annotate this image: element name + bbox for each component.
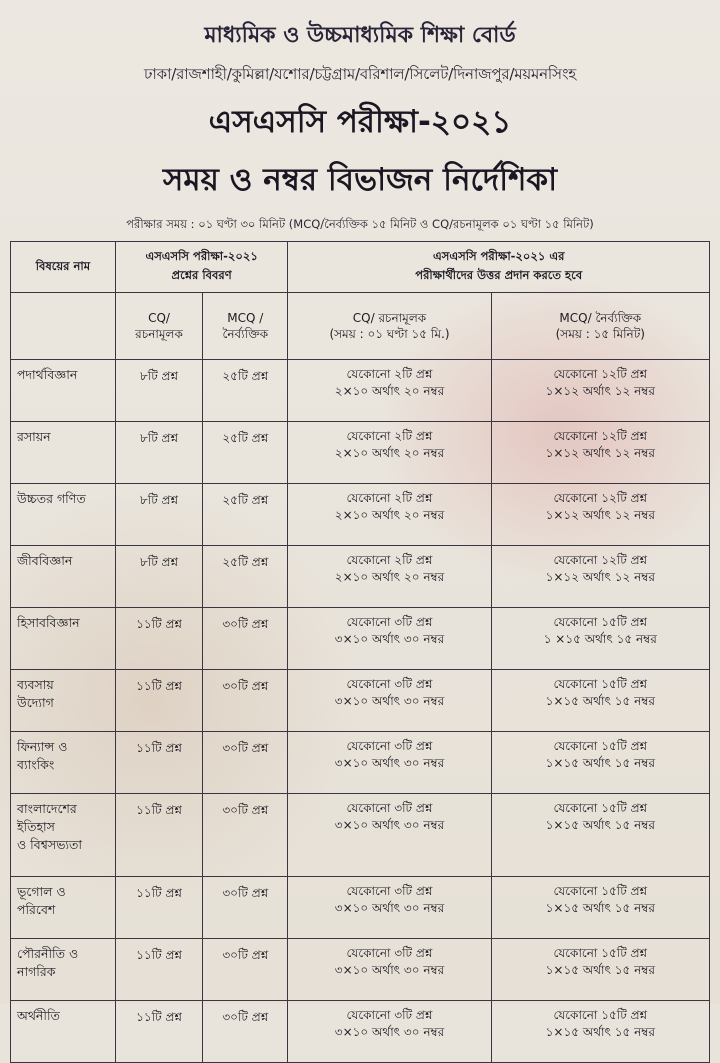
mcq-count-cell: ২৫টি প্রশ্ন: [203, 422, 288, 484]
subject-cell: [11, 794, 116, 877]
mcq-answer-cell: [491, 670, 709, 732]
mcq-header: [203, 293, 288, 360]
mcq-count-cell: ৩০টি প্রশ্ন: [203, 670, 288, 732]
subject-name-line: ব্যাংকিং: [17, 757, 55, 773]
mcq-answer-cell-line: যেকোনো ১৫টি প্রশ্ন: [553, 884, 648, 898]
answer-desc-line1: এসএসসি পরীক্ষা-২০২১ এর: [433, 249, 565, 263]
mcq-count-cell: ৩০টি প্রশ্ন: [203, 608, 288, 670]
cq-answer-cell: [288, 546, 491, 608]
table-row: [11, 794, 710, 877]
subject-cell: [11, 608, 116, 670]
cq-answer-cell-line: ৩×১০ অর্থাৎ ৩০ নম্বর: [334, 818, 445, 833]
mcq-answer-cell: [491, 422, 709, 484]
cq-header-line1: CQ/: [148, 310, 170, 325]
subject-name-line: নাগরিক: [17, 964, 56, 980]
subject-name-line: রসায়ন: [17, 429, 51, 444]
subject-cell: [11, 360, 116, 422]
cq-answer-cell-line: যেকোনো ২টি প্রশ্ন: [346, 491, 433, 505]
cq-answer-cell: [288, 1001, 491, 1063]
cq-answer-cell: [288, 939, 491, 1001]
cq-answer-cell: [288, 360, 491, 422]
mcq-answer-cell: [491, 877, 709, 939]
answer-desc-header: [288, 242, 710, 293]
subject-name-line: ফিন্যান্স ও: [17, 739, 68, 754]
mcq-answer-cell-line: ১×১৫ অর্থাৎ ১৫ নম্বর: [545, 694, 655, 709]
mcq-answer-cell: [491, 546, 709, 608]
mcq-answer-header: [491, 293, 709, 360]
mcq-answer-header-line2: (সময় : ১৫ মিনিট): [555, 327, 645, 341]
subject-name-line: পদার্থবিজ্ঞান: [17, 367, 78, 382]
mcq-answer-cell-line: ১×১৫ অর্থাৎ ১৫ নম্বর: [545, 756, 655, 771]
cq-answer-cell-line: ৩×১০ অর্থাৎ ৩০ নম্বর: [334, 1025, 445, 1040]
mcq-answer-cell-line: ১×১২ অর্থাৎ ১২ নম্বর: [545, 570, 655, 585]
cq-answer-cell-line: ২×১০ অর্থাৎ ২০ নম্বর: [334, 384, 445, 399]
mcq-count-cell: ৩০টি প্রশ্ন: [203, 732, 288, 794]
cq-answer-cell-line: ২×১০ অর্থাৎ ২০ নম্বর: [334, 446, 445, 461]
cq-answer-header-line1: CQ/ রচনামূলক: [352, 310, 427, 325]
mcq-count-cell: ৩০টি প্রশ্ন: [203, 794, 288, 877]
mcq-answer-cell-line: ১×১৫ অর্থাৎ ১৫ নম্বর: [545, 818, 655, 833]
mcq-answer-cell: [491, 360, 709, 422]
cq-answer-cell: [288, 608, 491, 670]
subject-cell: [11, 732, 116, 794]
cq-answer-cell-line: যেকোনো ৩টি প্রশ্ন: [346, 801, 433, 815]
cq-answer-cell-line: যেকোনো ৩টি প্রশ্ন: [346, 739, 433, 753]
subject-cell: [11, 484, 116, 546]
mcq-answer-cell: [491, 939, 709, 1001]
subject-name-line: ভূগোল ও: [17, 884, 66, 899]
cq-answer-cell-line: যেকোনো ৩টি প্রশ্ন: [346, 1008, 433, 1022]
table-header-row: [11, 242, 710, 293]
question-desc-header: [115, 242, 288, 293]
mcq-answer-cell-line: যেকোনো ১৫টি প্রশ্ন: [553, 739, 648, 753]
cq-answer-cell-line: যেকোনো ২টি প্রশ্ন: [346, 367, 433, 381]
cq-count-cell: ১১টি প্রশ্ন: [115, 877, 202, 939]
board-name: মাধ্যমিক ও উচ্চমাধ্যমিক শিক্ষা বোর্ড: [204, 23, 516, 48]
subject-name-line: বাংলাদেশের: [17, 801, 77, 816]
cq-count-cell: ৮টি প্রশ্ন: [115, 484, 202, 546]
mcq-answer-cell-line: যেকোনো ১২টি প্রশ্ন: [553, 429, 648, 443]
table-row: [11, 546, 710, 608]
subject-name-line: উদ্যোগ: [17, 695, 54, 711]
mcq-count-cell: ৩০টি প্রশ্ন: [203, 1001, 288, 1063]
guide-title: সময় ও নম্বর বিভাজন নির্দেশিকা: [162, 162, 558, 198]
mark-distribution-table: [10, 241, 710, 1063]
mcq-answer-cell-line: যেকোনো ১৫টি প্রশ্ন: [553, 677, 648, 691]
subject-header: [11, 242, 116, 293]
question-desc-line1: এসএসসি পরীক্ষা-২০২১: [145, 249, 258, 263]
table-row: [11, 732, 710, 794]
mcq-count-cell: ২৫টি প্রশ্ন: [203, 360, 288, 422]
cq-answer-cell: [288, 484, 491, 546]
table-row: [11, 360, 710, 422]
cq-answer-cell-line: ৩×১০ অর্থাৎ ৩০ নম্বর: [334, 694, 445, 709]
cq-count-cell: ৮টি প্রশ্ন: [115, 360, 202, 422]
cq-header: [115, 293, 202, 360]
mcq-answer-cell-line: ১ ×১৫ অর্থাৎ ১৫ নম্বর: [543, 632, 657, 647]
mcq-answer-header-line1: MCQ/ নৈর্ব্যক্তিক: [559, 310, 642, 325]
subject-name-line: ইতিহাস: [17, 819, 55, 835]
subject-header-label: বিষয়ের নাম: [35, 258, 91, 273]
cq-answer-cell-line: ৩×১০ অর্থাৎ ৩০ নম্বর: [334, 901, 445, 916]
question-desc-line2: প্রশ্নের বিবরণ: [171, 268, 232, 282]
mcq-answer-cell: [491, 608, 709, 670]
subject-name-line: পরিবেশ: [17, 902, 56, 918]
table-row: [11, 422, 710, 484]
cq-answer-cell-line: যেকোনো ২টি প্রশ্ন: [346, 429, 433, 443]
mcq-answer-cell-line: যেকোনো ১৫টি প্রশ্ন: [553, 615, 648, 629]
subject-cell: [11, 1001, 116, 1063]
subject-name-line: হিসাববিজ্ঞান: [17, 615, 80, 630]
subject-name-line: জীববিজ্ঞান: [17, 553, 73, 568]
mcq-answer-cell-line: যেকোনো ১৫টি প্রশ্ন: [553, 801, 648, 815]
cq-answer-cell: [288, 670, 491, 732]
subject-cell: [11, 670, 116, 732]
table-row: [11, 484, 710, 546]
mcq-answer-cell: [491, 794, 709, 877]
cq-header-line2: রচনামূলক: [135, 327, 183, 341]
cq-answer-cell-line: ২×১০ অর্থাৎ ২০ নম্বর: [334, 508, 445, 523]
cq-answer-header: [288, 293, 491, 360]
cq-count-cell: ১১টি প্রশ্ন: [115, 794, 202, 877]
board-cities: ঢাকা/রাজশাহী/কুমিল্লা/যশোর/চট্টগ্রাম/বরিশাল/সিলেট/দিনাজপুর/ময়মনসিংহ: [143, 65, 577, 83]
table-row: [11, 670, 710, 732]
exam-title: এসএসসি পরীক্ষা-২০২১: [208, 104, 512, 140]
cq-answer-cell-line: ৩×১০ অর্থাৎ ৩০ নম্বর: [334, 756, 445, 771]
cq-count-cell: ১১টি প্রশ্ন: [115, 608, 202, 670]
cq-answer-cell-line: ২×১০ অর্থাৎ ২০ নম্বর: [334, 570, 445, 585]
cq-answer-cell-line: ৩×১০ অর্থাৎ ৩০ নম্বর: [334, 963, 445, 978]
mcq-answer-cell-line: ১×১৫ অর্থাৎ ১৫ নম্বর: [545, 1025, 655, 1040]
cq-answer-cell-line: যেকোনো ৩টি প্রশ্ন: [346, 615, 433, 629]
cq-answer-cell-line: ৩×১০ অর্থাৎ ৩০ নম্বর: [334, 632, 445, 647]
table-subheader-row: [11, 293, 710, 360]
subheader-empty: [11, 293, 116, 360]
notice-header: [10, 18, 710, 235]
mcq-answer-cell-line: ১×১৫ অর্থাৎ ১৫ নম্বর: [545, 901, 655, 916]
mcq-answer-cell: [491, 1001, 709, 1063]
answer-desc-line2: পরীক্ষার্থীদের উত্তর প্রদান করতে হবে: [415, 268, 583, 282]
mcq-count-cell: ২৫টি প্রশ্ন: [203, 484, 288, 546]
mcq-answer-cell-line: যেকোনো ১৫টি প্রশ্ন: [553, 946, 648, 960]
mcq-answer-cell: [491, 484, 709, 546]
mcq-answer-cell: [491, 732, 709, 794]
subject-cell: [11, 546, 116, 608]
subject-name-line: ও বিশ্বসভ্যতা: [17, 837, 83, 853]
subject-name-line: পৌরনীতি ও: [17, 946, 79, 961]
cq-answer-cell: [288, 877, 491, 939]
mcq-count-cell: ২৫টি প্রশ্ন: [203, 546, 288, 608]
mcq-header-line2: নৈর্ব্যক্তিক: [222, 327, 269, 341]
mcq-answer-cell-line: ১×১৫ অর্থাৎ ১৫ নম্বর: [545, 963, 655, 978]
cq-count-cell: ১১টি প্রশ্ন: [115, 670, 202, 732]
mcq-count-cell: ৩০টি প্রশ্ন: [203, 939, 288, 1001]
cq-answer-cell-line: যেকোনো ৩টি প্রশ্ন: [346, 677, 433, 691]
subject-cell: [11, 422, 116, 484]
cq-answer-cell: [288, 422, 491, 484]
mcq-count-cell: ৩০টি প্রশ্ন: [203, 877, 288, 939]
table-row: [11, 608, 710, 670]
cq-count-cell: ১১টি প্রশ্ন: [115, 732, 202, 794]
table-row: [11, 877, 710, 939]
mcq-answer-cell-line: ১×১২ অর্থাৎ ১২ নম্বর: [545, 446, 655, 461]
mcq-answer-cell-line: ১×১২ অর্থাৎ ১২ নম্বর: [545, 508, 655, 523]
cq-count-cell: ১১টি প্রশ্ন: [115, 1001, 202, 1063]
cq-count-cell: ১১টি প্রশ্ন: [115, 939, 202, 1001]
mcq-answer-cell-line: যেকোনো ১২টি প্রশ্ন: [553, 553, 648, 567]
cq-answer-cell-line: যেকোনো ৩টি প্রশ্ন: [346, 884, 433, 898]
mcq-header-line1: MCQ /: [227, 310, 264, 325]
subject-cell: [11, 877, 116, 939]
cq-count-cell: ৮টি প্রশ্ন: [115, 422, 202, 484]
cq-count-cell: ৮টি প্রশ্ন: [115, 546, 202, 608]
exam-time-note: পরীক্ষার সময় : ০১ ঘণ্টা ৩০ মিনিট (MCQ/নৈর্ব্যক্তিক ১৫ মিনিট ও CQ/রচনামূলক ০১ ঘণ্টা ১৫ মিনিট): [126, 217, 594, 231]
subject-name-line: উচ্চতর গণিত: [17, 491, 86, 506]
subject-name-line: ব্যবসায়: [17, 677, 54, 692]
cq-answer-cell: [288, 794, 491, 877]
subject-cell: [11, 939, 116, 1001]
cq-answer-header-line2: (সময় : ০১ ঘণ্টা ১৫ মি.): [329, 327, 450, 341]
table-row: [11, 939, 710, 1001]
table-row: [11, 1001, 710, 1063]
subject-name-line: অর্থনীতি: [17, 1008, 60, 1023]
cq-answer-cell-line: যেকোনো ২টি প্রশ্ন: [346, 553, 433, 567]
mcq-answer-cell-line: যেকোনো ১২টি প্রশ্ন: [553, 491, 648, 505]
cq-answer-cell: [288, 732, 491, 794]
mcq-answer-cell-line: যেকোনো ১৫টি প্রশ্ন: [553, 1008, 648, 1022]
mcq-answer-cell-line: যেকোনো ১২টি প্রশ্ন: [553, 367, 648, 381]
mcq-answer-cell-line: ১×১২ অর্থাৎ ১২ নম্বর: [545, 384, 655, 399]
cq-answer-cell-line: যেকোনো ৩টি প্রশ্ন: [346, 946, 433, 960]
